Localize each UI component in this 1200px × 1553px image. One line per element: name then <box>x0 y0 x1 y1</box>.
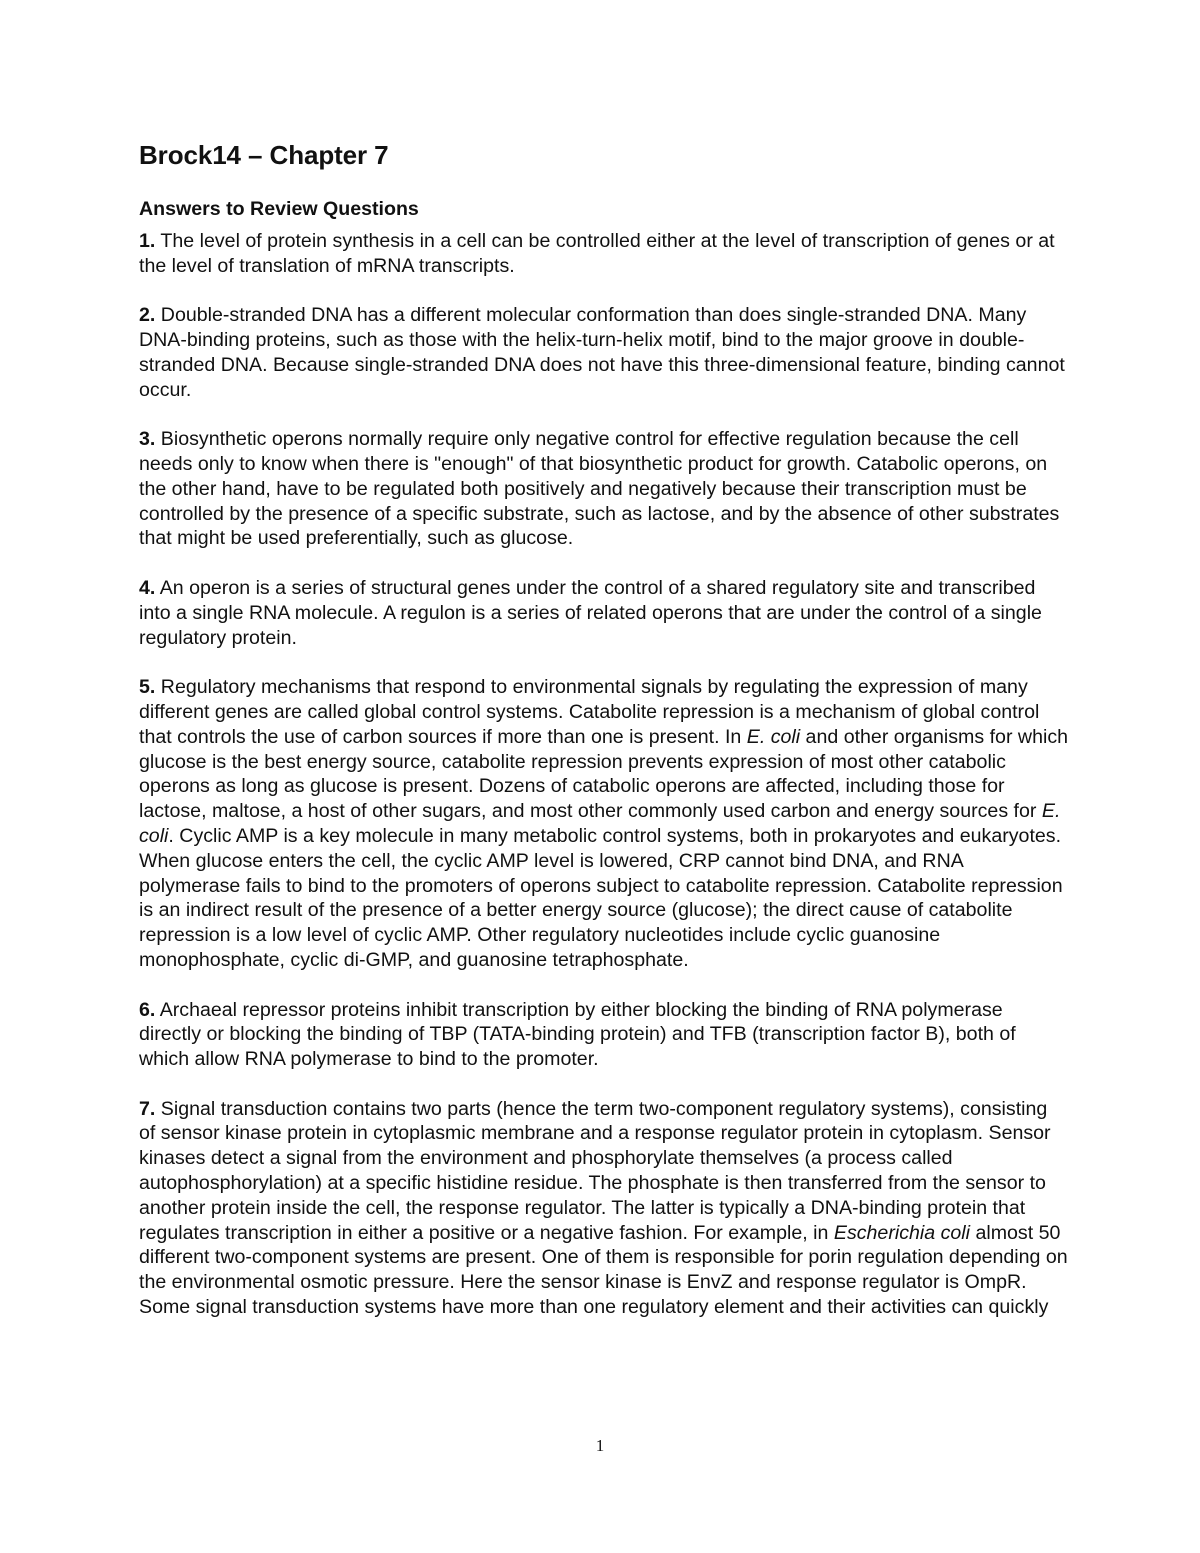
species-name-italic: E. coli <box>746 725 801 748</box>
answer-text-part: almost 50 different two-component systems are present. One of them is responsible for porin regulation depending on the environmental osmotic pressure. Here the sensor kinase is EnvZ and response regulator is OmpR. Some signal transduction systems have more than one regulatory element and their activities can quickly <box>139 1221 1068 1319</box>
answer-number: 1. <box>139 229 156 252</box>
species-name-italic: Escherichia coli <box>833 1221 970 1244</box>
species-name-italic: E. coli <box>139 800 1061 847</box>
answer-7 <box>139 1097 1069 1320</box>
answer-text: An operon is a series of structural genes under the control of a shared regulatory site and transcribed into a single RNA molecule. A regulon is a series of related operons that are under the control of a single regulatory protein. <box>139 576 1042 649</box>
answer-3 <box>139 427 1069 551</box>
answer-text-part: Signal transduction contains two parts (hence the term two-component regulatory systems), consisting of sensor kinase protein in cytoplasmic membrane and a response regulator protein in cytoplasm. Sensor kinases detect a signal from the environment and phosphorylate themselves (a process called autophosphorylation) at a specific histidine residue. The phosphate is then transferred from the sensor to another protein inside the cell, the response regulator. The latter is typically a DNA-binding protein that regulates transcription in either a positive or a negative fashion. For example, in <box>139 1097 1051 1244</box>
answer-number: 4. <box>139 576 156 599</box>
answer-number: 3. <box>139 428 156 451</box>
document-title: Brock14 – Chapter 7 <box>139 140 389 170</box>
answer-number: 5. <box>139 676 156 699</box>
answer-4 <box>139 576 1069 650</box>
section-heading: Answers to Review Questions <box>139 198 419 220</box>
answer-text-part: . Cyclic AMP is a key molecule in many metabolic control systems, both in prokaryotes and eukaryotes. When glucose enters the cell, the cyclic AMP level is lowered, CRP cannot bind DNA, and RNA polymerase fails to bind to the promoters of operons subject to catabolite repression. Catabolite repression is an indirect result of the presence of a better energy source (glucose); the direct cause of catabolite repression is a low level of cyclic AMP. Other regulatory nucleotides include cyclic guanosine monophosphate, cyclic di-GMP, and guanosine tetraphosphate. <box>139 824 1063 971</box>
answer-text-part: and other organisms for which glucose is the best energy source, catabolite repression prevents expression of most other catabolic operons as long as glucose is present. Dozens of catabolic operons are affected, including those for lactose, maltose, a host of other sugars, and most other commonly used carbon and energy sources for <box>139 725 1069 823</box>
answer-text: Archaeal repressor proteins inhibit transcription by either blocking the binding of RNA polymerase directly or blocking the binding of TBP (TATA-binding protein) and TFB (transcription factor B), both of which allow RNA polymerase to bind to the promoter. <box>139 998 1016 1071</box>
answer-text: The level of protein synthesis in a cell can be controlled either at the level of transcription of genes or at the level of translation of mRNA transcripts. <box>139 229 1055 277</box>
answer-text: Biosynthetic operons normally require only negative control for effective regulation because the cell needs only to know when there is "enough" of that biosynthetic product for growth. Catabolic operons, on the other hand, have to be regulated both positively and negatively because their transcription must be controlled by the presence of a specific substrate, such as lactose, and by the absence of other substrates that might be used preferentially, such as glucose. <box>139 428 1060 550</box>
answer-number: 2. <box>139 304 156 327</box>
answer-text-part: Regulatory mechanisms that respond to environmental signals by regulating the expression of many different genes are called global control systems. Catabolite repression is a mechanism of global control that controls the use of carbon sources if more than one is present. In <box>139 676 1040 748</box>
page-number: 1 <box>595 1436 605 1455</box>
answer-5 <box>139 675 1069 973</box>
answer-text: Double-stranded DNA has a different molecular conformation than does single-stranded DNA. Many DNA-binding proteins, such as those with the helix-turn-helix motif, bind to the major groove in double-stranded DNA. Because single-stranded DNA does not have this three-dimensional feature, binding cannot occur. <box>139 304 1065 401</box>
answer-6 <box>139 998 1069 1072</box>
answer-2 <box>139 303 1069 402</box>
answer-1 <box>139 229 1069 279</box>
answer-number: 7. <box>139 1097 156 1120</box>
document-body <box>139 138 1069 1320</box>
answer-number: 6. <box>139 998 156 1021</box>
